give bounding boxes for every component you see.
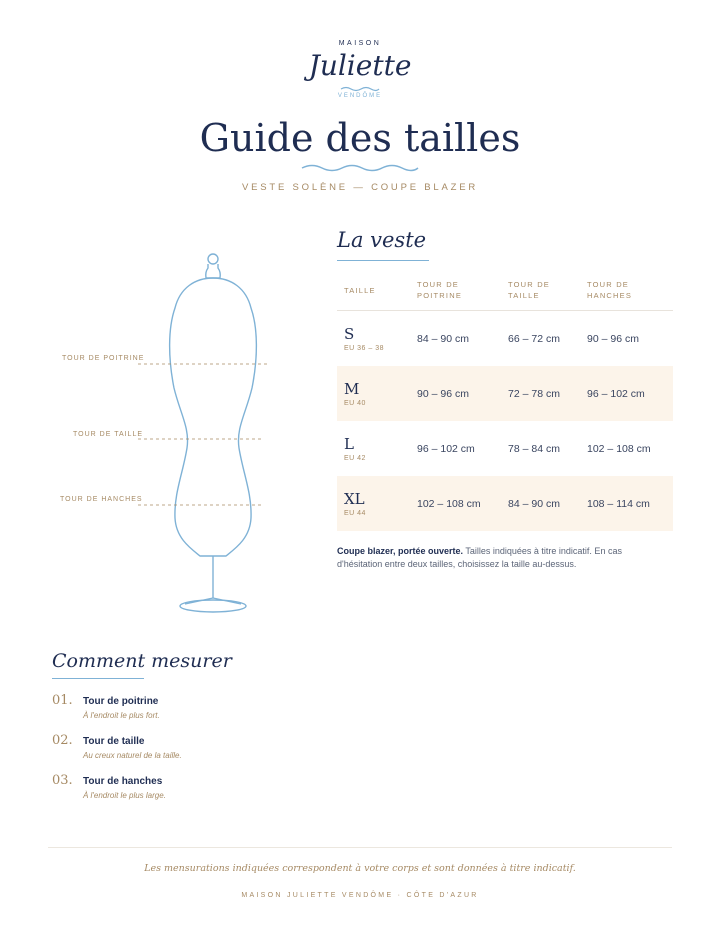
step-number: 01. — [52, 693, 73, 708]
brand-wave-icon — [340, 85, 380, 93]
measure-section-title: Comment mesurer — [52, 650, 232, 672]
size-cell — [337, 311, 410, 367]
header-chest: TOUR DE POITRINE — [410, 270, 501, 311]
header-size: TAILLE — [337, 270, 410, 311]
table-row — [337, 421, 673, 476]
waist-cell: 72 – 78 cm — [501, 366, 580, 421]
footer-brand: MAISON JULIETTE VENDÔME · CÔTE D'AZUR — [241, 892, 479, 899]
size-cell — [337, 421, 410, 476]
table-row — [337, 311, 673, 367]
table-header-row — [337, 270, 673, 311]
hips-cell: 96 – 102 cm — [580, 366, 673, 421]
step-title: Tour de poitrine — [83, 696, 159, 707]
step-number: 03. — [52, 773, 73, 788]
step-description: À l'endroit le plus fort. — [83, 711, 160, 720]
size-letter: M — [344, 380, 360, 398]
step-description: À l'endroit le plus large. — [83, 791, 166, 800]
step-title: Tour de hanches — [83, 776, 163, 787]
size-cell — [337, 476, 410, 531]
header-waist: TOUR DE TAILLE — [501, 270, 580, 311]
waist-cell: 66 – 72 cm — [508, 332, 560, 345]
step-title: Tour de taille — [83, 736, 145, 747]
hips-cell: 90 – 96 cm — [587, 332, 639, 345]
table-section-title: La veste — [337, 228, 427, 252]
fit-note — [337, 545, 637, 571]
brand-logo-name: Juliette — [308, 49, 412, 82]
hips-cell: 102 – 108 cm — [587, 442, 651, 455]
brand-top-text: MAISON — [338, 40, 382, 47]
size-letter: XL — [344, 490, 365, 508]
size-letter: S — [344, 325, 355, 343]
table-title-underline — [337, 260, 429, 261]
page-title: Guide des tailles — [199, 116, 521, 160]
chest-cell: 102 – 108 cm — [410, 476, 501, 531]
size-cell — [337, 366, 410, 421]
fit-note-bold: Coupe blazer, portée ouverte. — [337, 546, 464, 556]
table-row — [337, 476, 673, 531]
table-row — [337, 366, 673, 421]
measure-title-underline — [52, 678, 144, 679]
size-eu: EU 44 — [344, 510, 366, 517]
size-eu: EU 36 – 38 — [344, 345, 385, 352]
chest-cell: 96 – 102 cm — [417, 442, 475, 455]
fit-note-text: Tailles indiquées à titre indicatif. En cas d'hésitation entre deux tailles, choisissez la taille au-dessus. — [337, 546, 622, 569]
header-hips: TOUR DE HANCHES — [580, 270, 673, 311]
footer-divider — [48, 847, 672, 848]
product-subtitle: VESTE SOLÈNE — COUPE BLAZER — [241, 182, 479, 193]
figure-label-hips: TOUR DE HANCHES — [60, 496, 143, 503]
figure-label-chest: TOUR DE POITRINE — [62, 355, 145, 362]
waist-cell: 78 – 84 cm — [508, 442, 560, 455]
dress-form-illustration — [130, 248, 280, 618]
step-number: 02. — [52, 733, 73, 748]
size-table — [337, 270, 673, 531]
waist-cell: 84 – 90 cm — [501, 476, 580, 531]
footer-note: Les mensurations indiquées correspondent à votre corps et sont données à titre indicatif. — [144, 863, 576, 874]
chest-cell: 84 – 90 cm — [417, 332, 469, 345]
hips-cell: 108 – 114 cm — [580, 476, 673, 531]
chest-cell: 90 – 96 cm — [410, 366, 501, 421]
size-eu: EU 42 — [344, 455, 366, 462]
step-description: Au creux naturel de la taille. — [83, 751, 182, 760]
size-letter: L — [344, 435, 354, 453]
title-wave-ornament — [300, 162, 420, 174]
size-eu: EU 40 — [344, 400, 366, 407]
figure-label-waist: TOUR DE TAILLE — [73, 431, 144, 438]
brand-bottom-text: VENDÔME — [337, 93, 383, 99]
